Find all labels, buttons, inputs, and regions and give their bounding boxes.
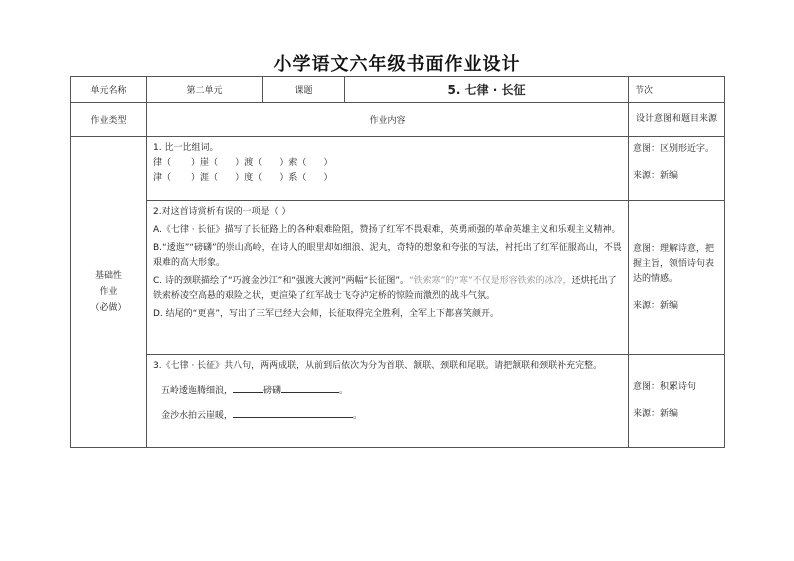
intent-label: 设计意图和题目来源 bbox=[629, 103, 725, 137]
q2-option-d: D. 结尾的“更喜”，写出了三军已经大会师，长征取得完全胜利，全军上下都喜笑颜开。 bbox=[153, 309, 499, 319]
category-cell bbox=[71, 137, 147, 448]
q3-blank-3[interactable] bbox=[233, 407, 353, 418]
q1-content bbox=[147, 137, 629, 201]
q3-source: 来源：新编 bbox=[633, 409, 679, 419]
q3-blank-1[interactable] bbox=[233, 382, 263, 393]
period-label: 节次 bbox=[635, 86, 654, 96]
q3-line2-end: 。 bbox=[353, 411, 363, 421]
unit-value: 第二单元 bbox=[147, 77, 263, 103]
q2-option-c-post: 还烘托出了铁索桥凌空高悬的艰险之状，更渲染了红军战士飞夺泸定桥的惊险而激烈的战斗气氛。 bbox=[153, 276, 617, 301]
q2-meta bbox=[629, 201, 725, 355]
subheader-row bbox=[71, 103, 725, 137]
q2-title: 2.对这首诗赏析有误的一项是（ ） bbox=[153, 207, 291, 217]
category-line1: 基础性 bbox=[94, 271, 122, 281]
q3-blank-2[interactable] bbox=[281, 382, 339, 393]
q2-source: 来源：新编 bbox=[633, 300, 679, 311]
lesson-value: 5. 七律 · 长征 bbox=[345, 77, 629, 103]
homework-design-table bbox=[70, 76, 725, 448]
q1-title: 1. 比一比组词。 bbox=[153, 143, 219, 153]
q3-title: 3.《七律 · 长征》共八句，两两成联，从前到后依次为分为首联、颔联、颈联和尾联。请把颔联和颈联补充完整。 bbox=[153, 361, 603, 371]
q3-intent: 意图：积累诗句 bbox=[633, 382, 697, 392]
q3-row bbox=[71, 355, 725, 448]
q1-meta bbox=[629, 137, 725, 201]
category-line2: 作业 bbox=[99, 287, 118, 297]
q2-option-c bbox=[153, 274, 622, 304]
q3-line1-end: 。 bbox=[339, 386, 349, 396]
q3-line2 bbox=[153, 407, 622, 424]
q3-line1-pre: 五岭逶迤腾细浪， bbox=[161, 386, 234, 396]
q3-meta bbox=[629, 355, 725, 448]
lesson-label: 课题 bbox=[263, 77, 345, 103]
q2-option-b: B.“逶迤”“磅礴”的崇山高岭，在诗人的眼里却如细浪、泥丸，奇特的想象和夸张的写法，衬托出了红军征服高山，不畏艰难的高大形象。 bbox=[153, 243, 622, 268]
type-label: 作业类型 bbox=[71, 103, 147, 137]
q3-content bbox=[147, 355, 629, 448]
q3-line2-pre: 金沙水拍云崖暖， bbox=[161, 411, 234, 421]
q2-intent: 意图：理解诗意，把握主旨，领悟诗句表达的情感。 bbox=[633, 243, 715, 284]
q2-content bbox=[147, 201, 629, 355]
q2-option-c-gray: “铁索寒”的“寒”不仅是形容铁索的冰冷， bbox=[408, 276, 572, 286]
q3-line1-mid: 磅礴 bbox=[263, 386, 282, 396]
q2-option-c-pre: C. 诗的颈联描绘了“巧渡金沙江”和“强渡大渡河”两幅“长征图”。 bbox=[153, 276, 409, 286]
q3-line1 bbox=[153, 382, 622, 399]
q1-row2: 津（ ）涯（ ）度（ ）系（ ） bbox=[153, 173, 333, 183]
period-cell bbox=[629, 77, 725, 103]
header-row bbox=[71, 77, 725, 103]
content-label: 作业内容 bbox=[147, 103, 629, 137]
q1-intent: 意图：区别形近字。 bbox=[633, 144, 715, 154]
unit-label: 单元名称 bbox=[71, 77, 147, 103]
q1-row1: 律（ ）崖（ ）渡（ ）索（ ） bbox=[153, 158, 333, 168]
category-line3: （必做） bbox=[90, 303, 127, 313]
q2-row bbox=[71, 201, 725, 355]
q2-option-a: A.《七律 · 长征》描写了长征路上的各种艰难险阻，赞扬了红军不畏艰难，英勇顽强的革命英雄主义和乐观主义精神。 bbox=[153, 225, 621, 235]
q1-row bbox=[71, 137, 725, 201]
q1-source: 来源：新编 bbox=[633, 171, 679, 181]
page-title: 小学语文六年级书面作业设计 bbox=[273, 54, 521, 75]
